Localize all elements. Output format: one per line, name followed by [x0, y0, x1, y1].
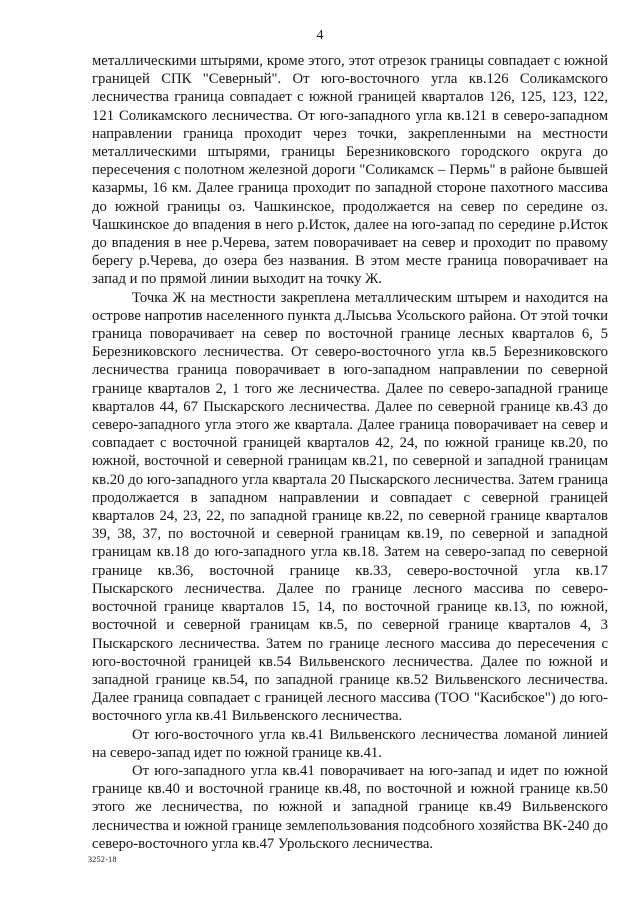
document-code: 3252-18 — [88, 855, 117, 864]
paragraph: От юго-восточного угла кв.41 Вильвенского лесничества ломаной линией на северо-запад идет по южной границе кв.41. — [92, 726, 608, 761]
paragraph: Точка Ж на местности закреплена металлическим штырем и находится на острове напротив населенного пункта д.Лысьва Усольского района. От этой точки граница поворачивает на север по восточной границе лесных кварталов 6, 5 Березниковского лесничества. От северо-восточного угла кв.5 Березниковского лесничества граница поворачивает в юго-западном направлении по северной границе кварталов 2, 1 того же лесничества. Далее по северо-западной границе кварталов 44, 67 Пыскарского лесничества. Далее по северной границе кв.43 до северо-западного угла этого же квартала. Далее граница поворачивает на север и совпадает с восточной границей кварталов 42, 24, по южной границе кв.20, по южной, восточной и северной границам кв.21, по северной и западной границам кв.20 до юго-западного угла квартала 20 Пыскарского лесничества. Затем граница продолжается в западном направлении и совпадает с северной границей кварталов 24, 23, 22, по западной границе кв.22, по северной границе кварталов 39, 38, 37, по восточной и северной границам кв.19, по северной и западной границам кв.18 до юго-западного угла кв.18. Затем на северо-запад по северной границе кв.36, восточной границе кв.33, северо-восточной угла кв.17 Пыскарского лесничества. Далее по границе лесного массива по северо-восточной границе кварталов 15, 14, по восточной границе кв.13, по южной, восточной и северной границам кв.5, по северной границе кварталов 4, 3 Пыскарского лесничества. Затем по границе лесного массива до пересечения с юго-восточной границей кв.54 Вильвенского лесничества. Далее по южной и западной границе кв.54, по западной границе кв.52 Вильвенского лесничества. Далее граница совпадает с границей лесного массива (ТОО "Касибское") до юго-восточного угла кв.41 Вильвенского лесничества. — [92, 289, 608, 725]
paragraph: От юго-западного угла кв.41 поворачивает на юго-запад и идет по южной границе кв.40 и восточной границе кв.48, по восточной и южной границе кв.50 этого же лесничества, по южной и западной границе кв.49 Вильвенского лесничества и южной границе землепользования подсобного хозяйства ВК-240 до северо-восточного угла кв.47 Урольского лесничества. — [92, 762, 608, 852]
document-body — [92, 52, 608, 853]
page-number: 4 — [316, 28, 324, 43]
paragraph: металлическими штырями, кроме этого, этот отрезок границы совпадает с южной границей СПК "Северный". От юго-восточного угла кв.126 Соликамского лесничества граница совпадает с южной границей кварталов 126, 125, 123, 122, 121 Соликамского лесничества. От юго-западного угла кв.121 в северо-западном направлении граница проходит через точки, закрепленными на местности металлическими штырями, границы Березниковского городского округа до пересечения с полотном железной дороги "Соликамск – Пермь" в районе бывшей казармы, 16 км. Далее граница проходит по западной стороне пахотного массива до южной границы оз. Чашкинское, продолжается на север по середине оз. Чашкинское до впадения в него р.Исток, далее на юго-запад по середине р.Исток до впадения в нее р.Черева, затем поворачивает на север и проходит по правому берегу р.Черева, до озера без названия. В этом месте граница поворачивает на запад и по прямой линии выходит на точку Ж. — [92, 53, 608, 288]
